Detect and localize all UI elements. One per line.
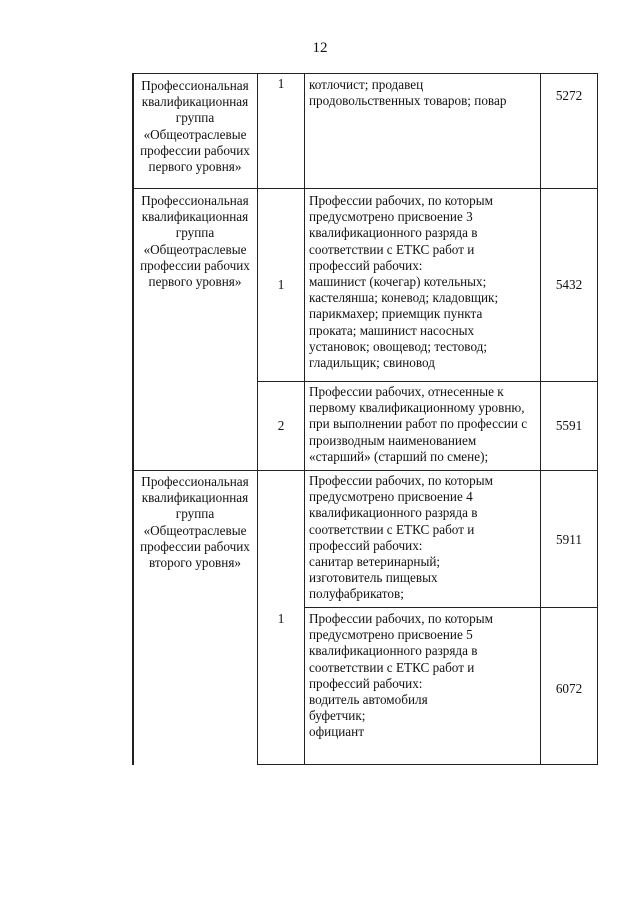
profession-line: соответствии с ЕТКС работ и (309, 659, 475, 675)
group-line: Профессиональная (141, 78, 249, 93)
profession-line: при выполнении работ по профессии с (309, 416, 528, 432)
group-line: профессии рабочих (140, 142, 250, 158)
profession-line: Профессии рабочих, по которым (309, 193, 493, 208)
group-cell (134, 193, 256, 290)
profession-line: продовольственных товаров; повар (309, 93, 507, 109)
professions-cell (309, 611, 539, 741)
profession-line: буфетчик; (309, 708, 366, 724)
profession-line: профессий рабочих: (309, 675, 423, 691)
profession-line: Профессии рабочих, по которым (309, 611, 493, 626)
group-line: первого уровня» (148, 159, 242, 175)
profession-line: квалификационного разряда в (309, 225, 478, 241)
profession-line: котлочист; продавец (309, 77, 424, 92)
salary-cell: 5911 (556, 532, 582, 547)
page-number: 12 (312, 40, 328, 56)
table-row-separator (257, 381, 598, 382)
profession-line: производным наименованием (309, 432, 477, 448)
group-line: группа (175, 110, 215, 126)
profession-line: кастелянша; коневод; кладовщик; (309, 290, 499, 306)
salary-cell: 5591 (555, 418, 583, 433)
salary-cell: 6072 (555, 681, 583, 696)
group-line: Профессиональная (141, 474, 249, 489)
group-line: профессии рабочих (140, 257, 250, 273)
profession-line: квалификационного разряда в (309, 643, 478, 659)
profession-line: гладильщик; свиновод (309, 355, 435, 371)
salary-cell: 5432 (555, 277, 583, 292)
group-line: первого уровня» (148, 274, 242, 290)
professions-cell (309, 384, 539, 465)
level-cell: 1 (277, 611, 285, 626)
profession-line: машинист (кочегар) котельных; (309, 274, 487, 290)
table-row-separator (132, 188, 598, 189)
level-cell: 1 (277, 277, 285, 292)
profession-line: предусмотрено присвоение 5 (309, 627, 473, 643)
group-line: квалификационная (141, 94, 249, 110)
profession-line: Профессии рабочих, по которым (309, 473, 493, 488)
group-line: «Общеотраслевые (143, 241, 247, 257)
profession-line: изготовитель пищевых (309, 570, 438, 586)
profession-line: Профессии рабочих, отнесенные к (309, 384, 504, 399)
table-divider-professions (304, 73, 305, 765)
profession-line: первому квалификационному уровню, (309, 400, 525, 416)
profession-line: официант (309, 724, 364, 740)
profession-line: профессий рабочих: (309, 257, 423, 273)
profession-line: санитар ветеринарный; (309, 554, 441, 570)
table-border-bottom (257, 764, 598, 765)
table-row-separator (132, 470, 598, 471)
group-line: Профессиональная (141, 193, 249, 208)
group-cell (134, 78, 256, 175)
profession-line: парикмахер; приемщик пункта (309, 306, 483, 322)
profession-line: проката; машинист насосных (309, 322, 475, 338)
group-line: квалификационная (141, 209, 249, 225)
level-cell: 1 (277, 76, 285, 91)
profession-line: квалификационного разряда в (309, 505, 478, 521)
group-line: второго уровня» (149, 555, 241, 571)
group-cell (134, 474, 256, 571)
profession-line: соответствии с ЕТКС работ и (309, 241, 475, 257)
group-line: группа (175, 225, 215, 241)
profession-line: установок; овощевод; тестовод; (309, 338, 488, 354)
table-border-top (132, 73, 598, 74)
group-line: профессии рабочих (140, 538, 250, 554)
group-line: квалификационная (141, 490, 249, 506)
level-cell: 2 (277, 418, 285, 433)
group-line: «Общеотраслевые (143, 522, 247, 538)
profession-line: профессий рабочих: (309, 537, 423, 553)
profession-line: предусмотрено присвоение 4 (309, 489, 473, 505)
salary-cell: 5272 (555, 88, 583, 103)
group-line: «Общеотраслевые (143, 126, 247, 142)
table-row-separator (304, 607, 598, 608)
profession-line: полуфабрикатов; (309, 586, 404, 602)
professions-cell (309, 77, 539, 109)
table-border-right (597, 73, 598, 765)
professions-cell (309, 193, 539, 371)
profession-line: соответствии с ЕТКС работ и (309, 521, 475, 537)
profession-line: «старший» (старший по смене); (309, 448, 489, 464)
profession-line: предусмотрено присвоение 3 (309, 209, 473, 225)
group-line: группа (175, 506, 215, 522)
professions-cell (309, 473, 539, 603)
table-border-left (132, 73, 134, 765)
profession-line: водитель автомобиля (309, 692, 428, 708)
